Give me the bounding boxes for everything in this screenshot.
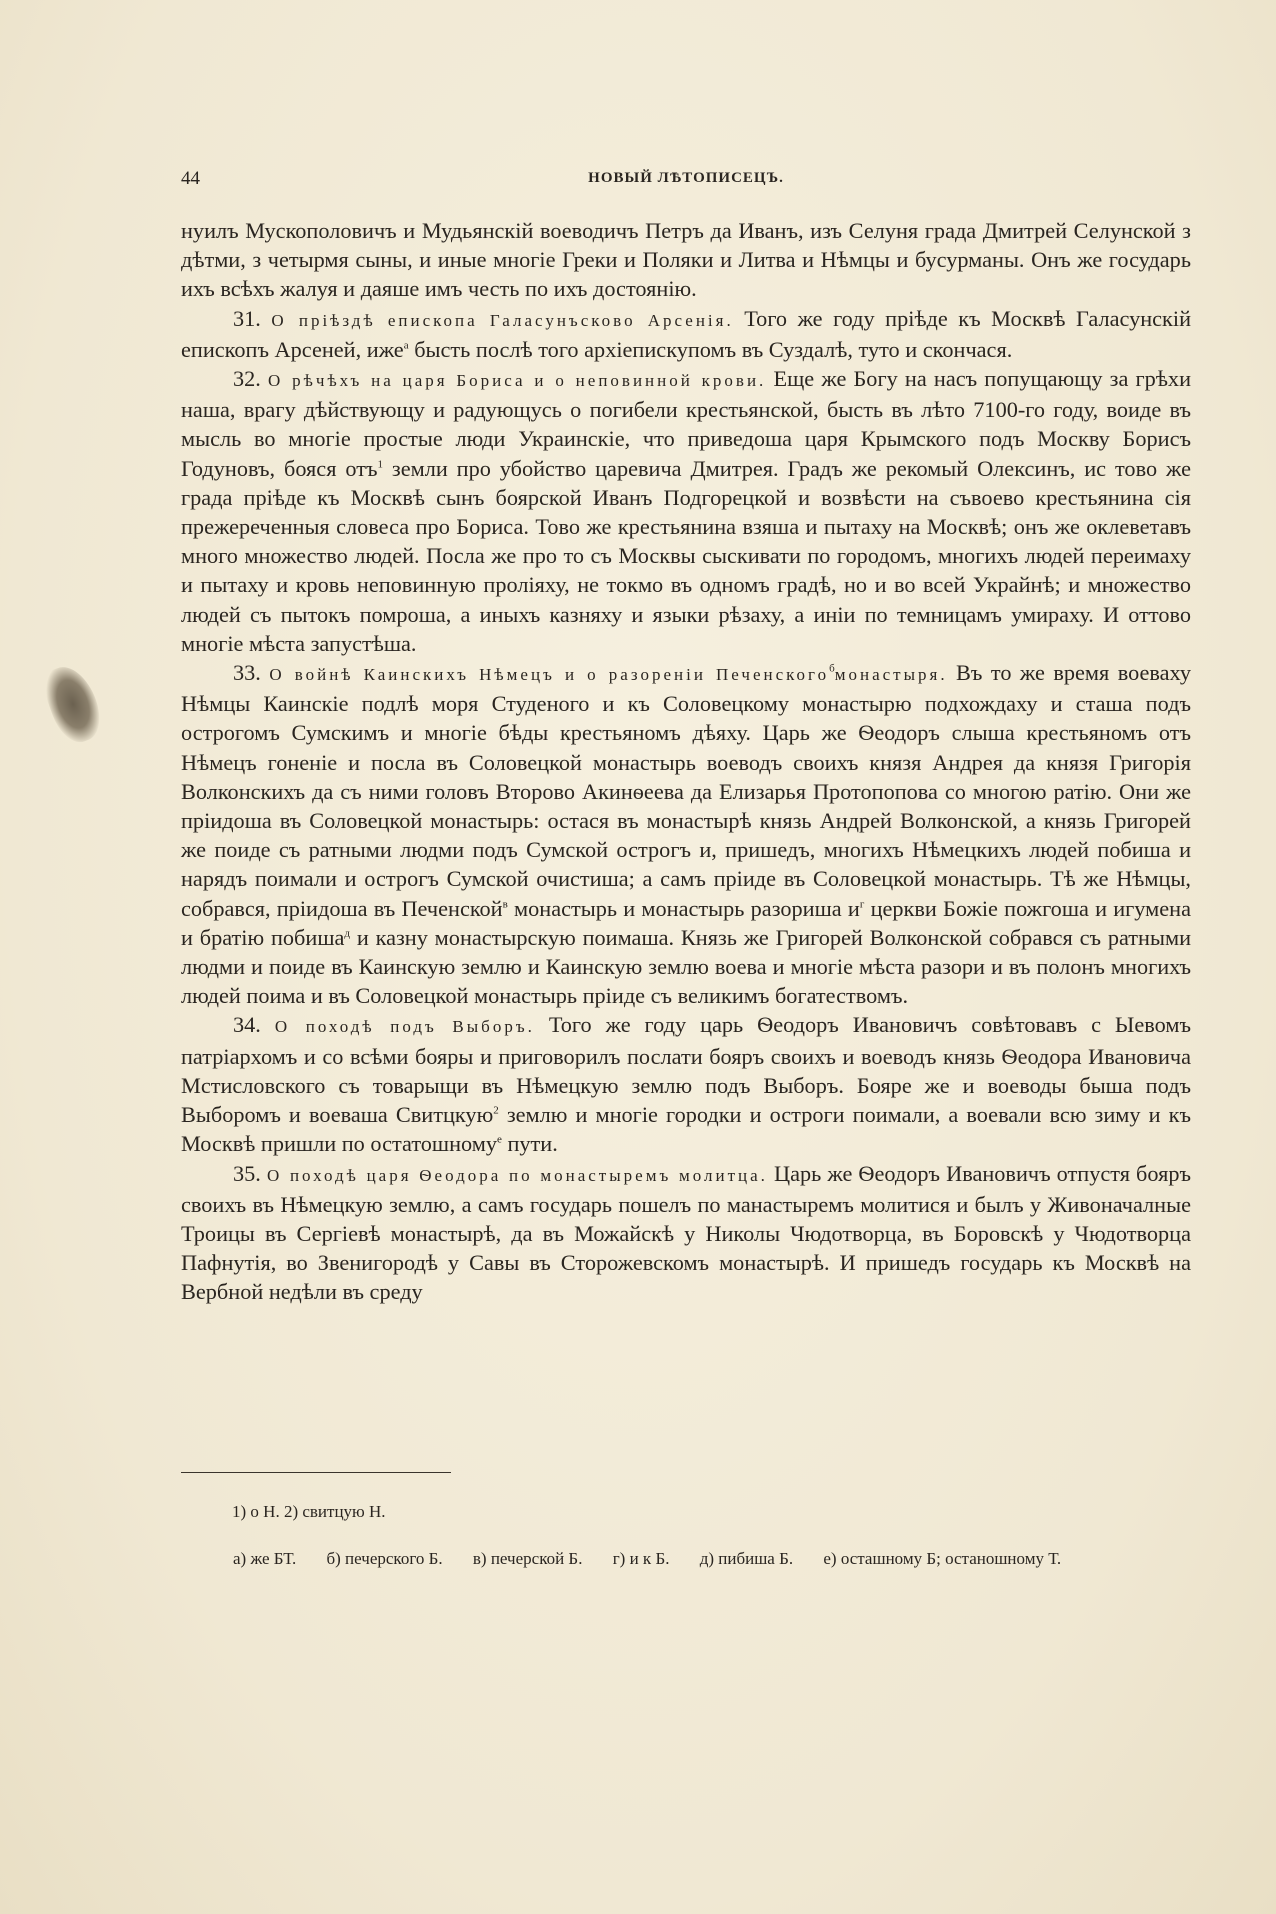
paper-stain (38, 659, 108, 748)
chapter-heading: О войнѣ Каинскихъ Нѣмецъ и о разореніи Печенского (269, 665, 830, 685)
footnote-marker: е (497, 1133, 502, 1146)
chapter-text: Въ то же время воеваху Нѣмцы Каинскіе подлѣ моря Студеного и къ Соловецкому монастырю подхождаху и сташа подъ острогомъ Сумскимъ и многіе бѣды крестьяномъ дѣяху. Царь же Ѳеодоръ слыша крестьяномъ отъ Нѣмецъ гоненіе и посла въ Соловецкой монастырь воеводъ своихъ князя Андрея да князя Григорія Волконскихъ да съ ними головъ Второво Акинѳеева да Елизарья Протопопова со многою ратію. Они же пріидоша въ Соловецкой монастырь: остася въ монастырѣ князь Андрей Волконской, а князь Григорей же поиде съ ратными людми подъ Сумской острогъ и, пришедъ, многихъ Нѣмецкихъ людей побиша и нарядъ поимали и острогъ Сумской очистиша; а самъ пріиде въ Соловецкой монастырь. Тѣ же Нѣмцы, собрався, пріидоша въ Печенской (181, 660, 1191, 921)
footnote: г) и к Б. (612, 1549, 670, 1568)
footnote: в) печерской Б. (472, 1549, 583, 1568)
text-line: нуилъ Мускополовичъ и Мудьянскій воеводичъ Петръ да Иванъ, изъ Селуня града Дмитрей (181, 218, 1068, 243)
chapter-32 (181, 364, 1191, 658)
chapter-heading: О походѣ подъ Выборъ. (274, 1017, 535, 1037)
text-line: бусурманы. Онъ же государь ихъ всѣхъ жалуя и даяше имъ честь по ихъ достоянію. (181, 247, 1191, 302)
chapter-text: бысть послѣ того архіепискупомъ въ Суздалѣ, туто и скончася. (414, 336, 1013, 362)
chapter-31 (181, 304, 1191, 364)
page-number: 44 (181, 168, 200, 189)
chapter-35 (181, 1159, 1191, 1307)
chapter-text: Того же году царь Ѳеодоръ Ивановичъ совѣтовавъ с Ыевомъ патріархомъ и со всѣми бояры и приговорилъ послати бояръ своихъ и воеводъ князь Ѳеодора Ивановича Мстисловского съ товарыщи въ Нѣмецкую землю подъ Выборъ. Бояре же и воеводы быша подъ Выборомъ и воеваша Свитцкую (181, 1012, 1192, 1128)
chapter-number: 33. (233, 660, 261, 686)
chapter-text: пути. (507, 1131, 558, 1157)
chapter-number: 34. (233, 1012, 261, 1038)
running-title: НОВЫЙ ЛѢТОПИСЕЦЪ. (588, 170, 784, 186)
continuation-paragraph (181, 216, 1191, 304)
page-header (181, 168, 1191, 198)
chapter-text: монастырь и монастырь разориша и (514, 895, 860, 921)
footnote: д) пибиша Б. (699, 1549, 794, 1568)
chapter-33 (181, 658, 1191, 1010)
footnotes-numeric: 1) о Н. 2) свитцую Н. (232, 1502, 386, 1521)
chapter-number: 35. (233, 1160, 261, 1186)
footnote: а) же БТ. (233, 1549, 297, 1568)
chapter-34 (181, 1010, 1191, 1158)
chapter-heading: О рѣчѣхъ на царя Бориса и о неповинной крови. (268, 371, 767, 391)
footnote-marker: д (344, 927, 351, 940)
chapter-text: земли про убойство царевича Дмитрея. Градъ же рекомый Олексинъ, ис тово же града пріѣде къ Москвѣ сынъ боярской Иванъ Подгорецкой и возвѣсти на съвоево крестьянина сія прежереченныя словеса про Бориса. Тово же крестьянина взяша и пытаху на Москвѣ; онъ же оклеветавъ много множество людей. Посла же про то съ Москвы сыскивати по городомъ, многихъ людей переимаху и пытаху и кровь неповинную проліяху, не токмо въ одномъ градѣ, но и во всей Украйнѣ; и множество людей съ пытокъ помроша, а иныхъ казняху и языки рѣзаху, а иніи по темницамъ умираху. И оттово многіе мѣста запустѣша. (181, 455, 1191, 656)
footnote-marker: в (502, 898, 508, 911)
footnote-marker: 2 (493, 1104, 499, 1117)
footnotes-letter (181, 1547, 1191, 1571)
chapter-text: церкви Божіе пожгоша и игумена и братію побиша (181, 895, 1191, 950)
body-text (181, 216, 1191, 1307)
chapter-text: землю и многіе городки и остроги поимали, а воевали всю зиму и къ Москвѣ пришли по остатошному (181, 1102, 1191, 1157)
chapter-text: и казну монастырскую поимаша. Князь же Григорей Волконской собрався съ ратными людми и поиде въ Каинскую землю и Каинскую землю воева и многіе мѣста разори и въ полонъ многихъ людей поима и въ Соловецкой монастырь пріиде съ великимъ богатествомъ. (181, 924, 1191, 1009)
chapter-heading: монастыря. (834, 665, 948, 685)
footnote: б) печерского Б. (326, 1549, 443, 1568)
chapter-text: Того же году пріѣде къ Москвѣ Галасунскій епископъ Арсеней, иже (181, 305, 1192, 362)
footnote: е) осташному Б; останошному Т. (823, 1549, 1062, 1568)
chapter-text: Царь же Ѳеодоръ Ивановичъ отпустя бояръ своихъ въ Нѣмецкую землю, а самъ государь пошелъ по манастыремъ молитися и былъ у Живоначалные Троицы въ Сергіевѣ монастырѣ, да въ Можайскѣ у Николы Чюдотворца, въ Боровскѣ у Чюдотворца Пафнутія, во Звенигородѣ у Савы въ Сторожевскомъ монастырѣ. И пришедъ государь къ Москвѣ на Вербной недѣли въ среду (181, 1160, 1192, 1305)
footnote-marker: 1 (377, 458, 383, 471)
chapter-text: Еще же Богу на насъ попущающу за грѣхи наша, врагу дѣйствующу и радующусь о погибели крестьянской, бысть въ лѣто 7100-го году, воиде въ мысль во многіе простые люди Украинскіе, что приведоша царя Крымского подъ Москву Борисъ Годуновъ, бояся отъ (181, 366, 1192, 481)
footnote-marker: г (859, 898, 865, 911)
chapter-heading: О пріѣздѣ епископа Галасунъсково Арсенія. (271, 310, 734, 330)
footnote-marker: б (829, 662, 835, 675)
footnote-divider (181, 1472, 451, 1473)
chapter-number: 31. (233, 305, 261, 331)
chapter-heading: О походѣ царя Ѳеодора по монастыремъ молитца. (266, 1165, 768, 1185)
chapter-number: 32. (233, 366, 261, 392)
text-line: Селунской з дѣтми, з четырмя сыны, и иные многіе Греки и Поляки и Литва и Нѣмцы и (181, 218, 1191, 273)
footnote-marker: а (403, 339, 409, 352)
